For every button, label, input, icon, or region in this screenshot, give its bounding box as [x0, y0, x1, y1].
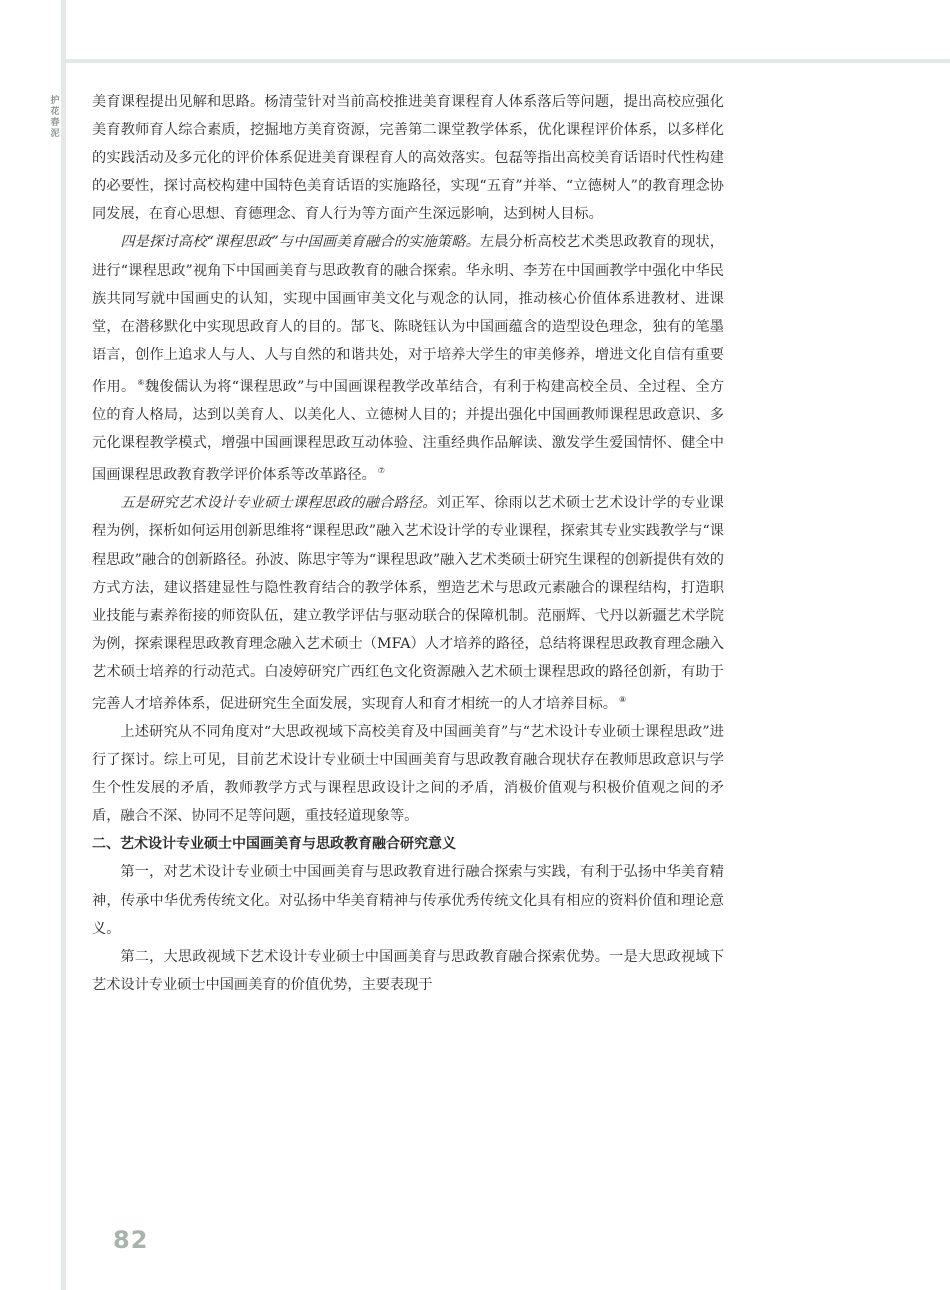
paragraph-4: 上述研究从不同角度对“大思政视域下高校美育及中国画美育”与“艺术设计专业硕士课程思政”进行了探讨。综上可见，目前艺术设计专业硕士中国画美育与思政教育融合现状存在教师思政意识与学生个性发展的矛盾，教师教学方式与课程思政设计之间的矛盾，消极价值观与积极价值观之间的矛盾，融合不深、协同不足等问题，重技轻道现象等。 [92, 724, 724, 825]
paragraph-2-text-a: 左晨分析高校艺术类思政教育的现状，进行“课程思政”视角下中国画美育与思政教育的融合探索。华永明、李芳在中国画教学中强化中华民族共同写就中国画史的认知，实现中国画审美文化与观念的认同，推动核心价值体系进教材、进课堂，在潜移默化中实现思政育人的目的。郜飞、陈晓钰认为中国画蕴含的造型设色理念，独有的笔墨语言，创作上追求人与人、人与自然的和谐共处，对于培养大学生的审美修养，增进文化自信有重要作用。 [92, 234, 724, 395]
article-body [92, 88, 724, 999]
column-label-char: 护 [50, 96, 60, 106]
column-label-char: 泥 [50, 129, 60, 139]
footnote-ref-6[interactable]: ⑥ [137, 377, 145, 387]
paragraph-1: 美育课程提出见解和思路。杨清莹针对当前高校推进美育课程育人体系落后等问题，提出高校应强化美育教师育人综合素质，挖掘地方美育资源，完善第二课堂教学体系，优化课程评价体系，以多样化的实践活动及多元化的评价体系促进美育课程育人的高效落实。包磊等指出高校美育话语时代性构建的必要性，探讨高校构建中国特色美育话语的实施路径，实现“五育”并举、“立德树人”的教育理念协同发展，在育心思想、育德理念、育人行为等方面产生深远影响，达到树人目标。 [92, 94, 724, 223]
paragraph-6: 第二，大思政视域下艺术设计专业硕士中国画美育与思政教育融合探索优势。一是大思政视域下艺术设计专业硕士中国画美育的价值优势，主要表现于 [92, 948, 724, 993]
paragraph-2 [92, 228, 724, 489]
margin-rule-vertical [61, 0, 66, 1290]
paragraph-3-text: 刘正军、徐雨以艺术硕士艺术设计学的专业课程为例，探析如何运用创新思维将“课程思政”融入艺术设计学的专业课程，探索其专业实践教学与“课程思政”融合的创新路径。孙波、陈思宇等为“课程思政”融入艺术类硕士研究生课程的创新提供有效的方式方法，建议搭建显性与隐性教育结合的教学体系，塑造艺术与思政元素融合的课程结构，打造职业技能与素养衔接的师资队伍，建立教学评估与驱动联合的保障机制。范丽辉、弋丹以新疆艺术学院为例，探索课程思政教育理念融入艺术硕士（MFA）人才培养的路径，总结将课程思政教育理念融入艺术硕士培养的行动范式。白凌婷研究广西红色文化资源融入艺术硕士课程思政的路径创新，有助于完善人才培养体系，促进研究生全面发展，实现育人和育才相统一的人才培养目标。 [92, 495, 724, 712]
paragraph-5: 第一，对艺术设计专业硕士中国画美育与思政教育进行融合探索与实践，有利于弘扬中华美育精神，传承中华优秀传统文化。对弘扬中华美育精神与传承优秀传统文化具有相应的资料价值和理论意义。 [92, 864, 724, 937]
page-number: 82 [113, 1226, 149, 1254]
footnote-ref-8[interactable]: ⑧ [618, 694, 627, 704]
column-label-char: 花 [50, 107, 60, 117]
column-label [50, 96, 60, 140]
paragraph-2-lead: 四是探讨高校“课程思政”与中国画美育融合的实施策略。 [120, 234, 480, 251]
header-rule [61, 59, 950, 63]
paragraph-2-text-b: 魏俊儒认为将“课程思政”与中国画课程教学改革结合，有利于构建高校全员、全过程、全方位的育人格局，达到以美育人、以美化人、立德树人目的；并提出强化中国画教师课程思政意识、多元化课程教学模式，增强中国画课程思政互动体验、注重经典作品解读、激发学生爱国情怀、健全中国画课程思政教育教学评价体系等改革路径。 [92, 378, 725, 484]
paragraph-3 [92, 489, 724, 718]
column-label-char: 春 [50, 118, 60, 128]
section-heading: 二、艺术设计专业硕士中国画美育与思政教育融合研究意义 [92, 836, 456, 853]
paragraph-3-lead: 五是研究艺术设计专业硕士课程思政的融合路径。 [120, 495, 437, 512]
footnote-ref-7[interactable]: ⑦ [377, 466, 385, 476]
